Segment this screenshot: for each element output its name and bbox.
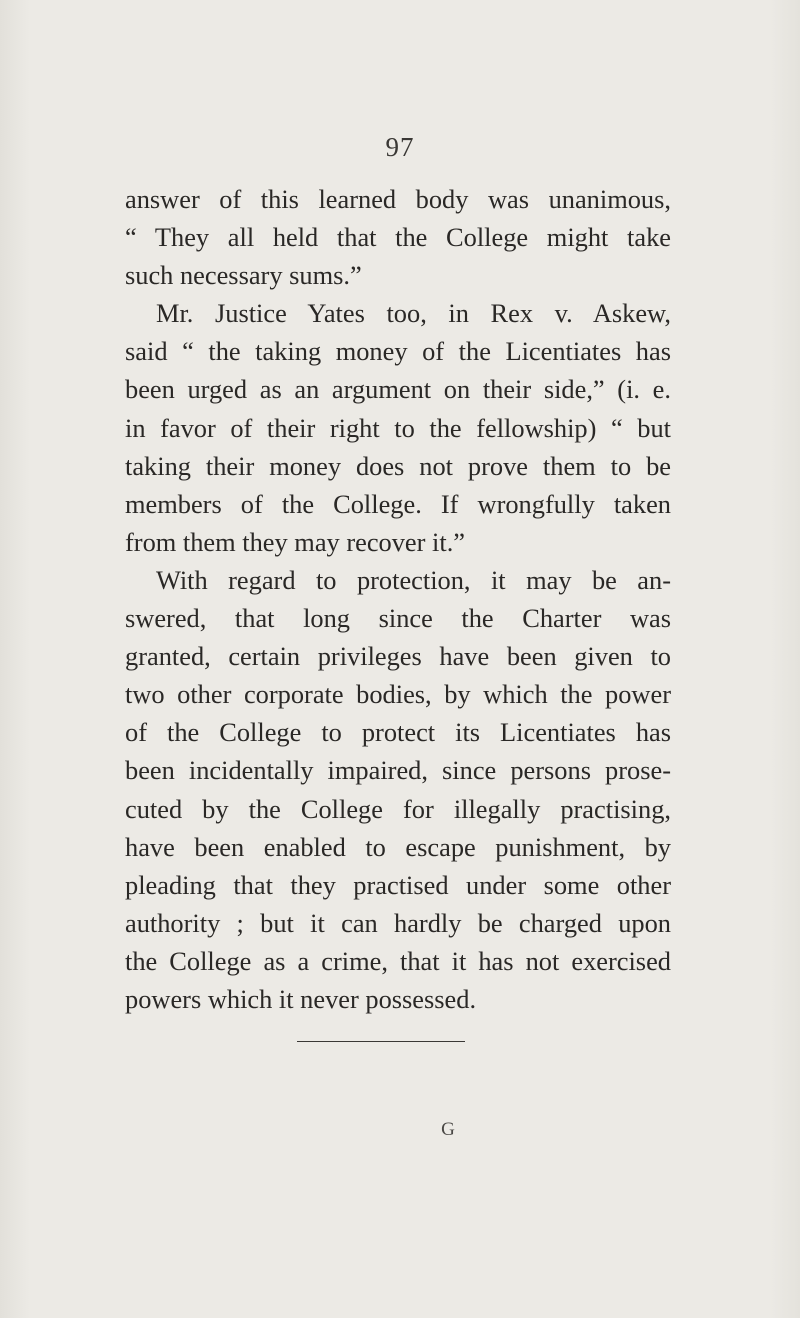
signature-mark: G <box>441 1119 455 1140</box>
text-line: authority ; but it can hardly be charged upon <box>125 907 671 938</box>
page-number: 97 <box>385 132 415 162</box>
text-line: cuted by the College for illegally practising, <box>125 793 671 824</box>
paragraph-start-line: Mr. Justice Yates too, in Rex v. Askew, <box>156 298 671 329</box>
text-line: such necessary sums.” <box>125 260 362 291</box>
body-text <box>125 180 671 1018</box>
text-line: of the College to protect its Licentiates has <box>125 717 671 748</box>
text-line: swered, that long since the Charter was <box>125 603 671 634</box>
text-line: in favor of their right to the fellowship) “ but <box>125 412 671 443</box>
text-line: members of the College. If wrongfully taken <box>125 488 671 519</box>
text-line: granted, certain privileges have been given to <box>125 641 671 672</box>
text-line: the College as a crime, that it has not exercised <box>125 945 671 976</box>
text-line: said “ the taking money of the Licentiates has <box>125 336 671 367</box>
text-line: answer of this learned body was unanimous, <box>125 184 671 214</box>
text-line: from them they may recover it.” <box>125 526 466 557</box>
text-line: powers which it never possessed. <box>125 983 477 1014</box>
horizontal-rule <box>297 1041 465 1042</box>
text-line: two other corporate bodies, by which the power <box>125 679 671 710</box>
text-line: have been enabled to escape punishment, by <box>125 831 671 862</box>
text-line: been incidentally impaired, since persons prose- <box>125 755 671 786</box>
text-line: been urged as an argument on their side,” (i. e. <box>125 374 671 405</box>
paragraph-start-line: With regard to protection, it may be an- <box>156 564 671 595</box>
text-line: taking their money does not prove them to be <box>125 450 671 481</box>
text-line: pleading that they practised under some other <box>125 869 671 900</box>
text-line: “ They all held that the College might take <box>125 222 671 253</box>
